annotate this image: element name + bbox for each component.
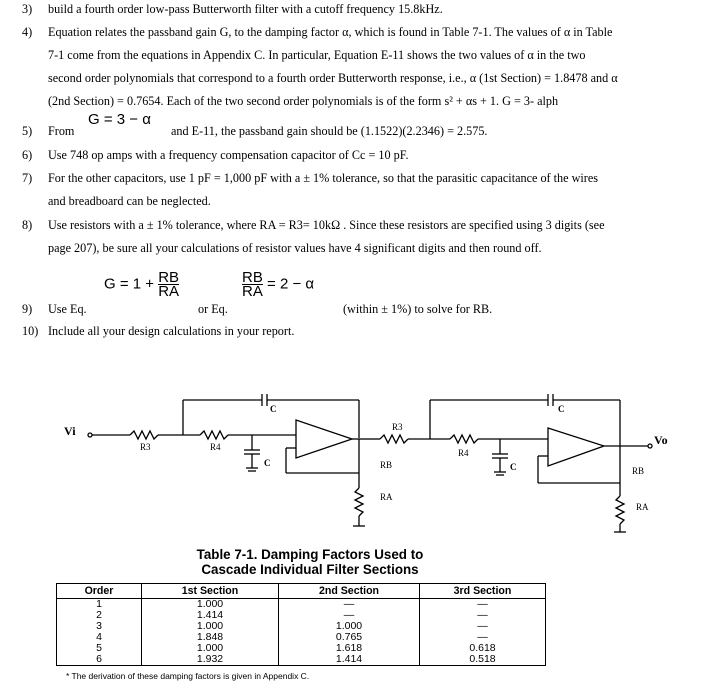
c-label-2: C (558, 404, 565, 414)
r3-label: R3 (140, 442, 151, 452)
step-7-line-2: and breadboard can be neglected. (48, 194, 211, 208)
cell-order: 4 (96, 631, 102, 643)
table-row (57, 621, 546, 632)
step-number: 8) (22, 218, 33, 232)
fraction-denominator: RA (158, 283, 180, 300)
step-text-pre: Use Eq. (48, 302, 87, 316)
header-2nd-section: 2nd Section (279, 584, 420, 599)
fraction-numerator: RB (158, 269, 180, 286)
vo-label: Vo (654, 433, 668, 447)
step-4-line-1: Equation relates the passband gain G, to the damping factor α, which is found in Table 7-1. The values of α in Table (48, 25, 613, 39)
table-row (57, 654, 546, 666)
step-number: 7) (22, 171, 33, 185)
table-header-row (57, 584, 546, 599)
vi-label: Vi (64, 424, 76, 438)
step-number: 10) (22, 324, 39, 338)
header-1st-section: 1st Section (142, 584, 279, 599)
step-text: Use 748 op amps with a frequency compensation capacitor of Cc = 10 pF. (48, 148, 409, 162)
cell-2nd: 0.765 (279, 632, 420, 643)
cell-2nd: — (279, 599, 420, 611)
damping-factors-table (56, 583, 546, 666)
table-title-line-2: Cascade Individual Filter Sections (201, 562, 419, 577)
gain-equation: G = 3 − α (88, 111, 151, 128)
gain-rb-equation (104, 271, 179, 298)
table-footnote: * The derivation of these damping factors is given in Appendix C. (66, 671, 310, 681)
rb-label: RB (380, 460, 393, 470)
cell-3rd: 0.618 (420, 643, 546, 654)
c-label: C (270, 404, 277, 414)
cell-order: 5 (96, 642, 102, 654)
cell-order: 2 (96, 609, 102, 621)
step-5-text: and E-11, the passband gain should be (1.1522)(2.2346) = 2.575. (171, 124, 488, 138)
r3-label-2: R3 (392, 422, 403, 432)
ra-label-2: RA (636, 502, 649, 512)
cell-1st: 1.000 (142, 621, 279, 632)
step-text: Include all your design calculations in your report. (48, 324, 295, 338)
c-ground-label: C (264, 458, 271, 468)
filter-circuit-diagram (0, 388, 702, 538)
step-9-post: (within ± 1%) to solve for RB. (343, 302, 493, 316)
eq-lhs: G = 1 + (104, 275, 155, 293)
table-title-line-1: Table 7-1. Damping Factors Used to (196, 547, 424, 562)
cell-2nd: 1.414 (279, 654, 420, 666)
fraction-denominator: RA (242, 283, 263, 300)
cell-3rd: 0.518 (420, 654, 546, 666)
rb-ratio-equation (242, 271, 314, 298)
cell-1st: 1.000 (142, 599, 279, 611)
fraction (158, 271, 179, 298)
cell-1st: 1.000 (142, 643, 279, 654)
cell-3rd: — (420, 621, 546, 632)
cell-1st: 1.932 (142, 654, 279, 666)
step-number: 5) (22, 124, 33, 138)
step-4-line-2: 7-1 come from the equations in Appendix C. In particular, Equation E-11 shows the two values of α in the two (48, 48, 586, 62)
step-number: 3) (22, 2, 33, 16)
step-4-line-4: (2nd Section) = 0.7654. Each of the two second order polynomials is of the form s² + αs + 1. G = 3- alph (48, 94, 559, 108)
cell-2nd: 1.618 (279, 643, 420, 654)
cell-1st: 1.848 (142, 632, 279, 643)
fraction-numerator: RB (242, 269, 263, 286)
header-3rd-section: 3rd Section (420, 584, 546, 599)
cell-3rd: — (420, 632, 546, 643)
table-row (57, 610, 546, 621)
cell-order: 1 (96, 598, 102, 610)
rb-label-2: RB (632, 466, 645, 476)
cell-3rd: — (420, 599, 546, 611)
table-title (160, 547, 460, 577)
c-ground-label-2: C (510, 462, 517, 472)
step-number: 6) (22, 148, 33, 162)
cell-3rd: — (420, 610, 546, 621)
r4-label-2: R4 (458, 448, 469, 458)
cell-2nd: 1.000 (279, 621, 420, 632)
step-number: 4) (22, 25, 33, 39)
fraction (242, 271, 263, 298)
step-7-line-1: For the other capacitors, use 1 pF = 1,000 pF with a ± 1% tolerance, so that the parasitic capacitance of the wires (48, 171, 598, 185)
step-text-pre: From (48, 124, 75, 138)
ra-label: RA (380, 492, 393, 502)
cell-1st: 1.414 (142, 610, 279, 621)
step-9-mid: or Eq. (198, 302, 228, 316)
table-row (57, 599, 546, 611)
step-number: 9) (22, 302, 33, 316)
cell-2nd: — (279, 610, 420, 621)
cell-order: 6 (96, 653, 102, 665)
step-4-line-3: second order polynomials that correspond to a fourth order Butterworth response, i.e., α (1st Section) = 1.8478 and α (48, 71, 618, 85)
step-text: build a fourth order low-pass Butterworth filter with a cutoff frequency 15.8kHz. (48, 2, 443, 16)
eq-rhs: = 2 − α (267, 275, 315, 293)
step-8-line-2: page 207), be sure all your calculations of resistor values have 4 significant digits and then round off. (48, 241, 542, 255)
r4-label: R4 (210, 442, 221, 452)
cell-order: 3 (96, 620, 102, 632)
header-order: Order (57, 584, 142, 599)
step-8-line-1: Use resistors with a ± 1% tolerance, where RA = R3= 10kΩ . Since these resistors are specified using 3 digits (see (48, 218, 605, 232)
